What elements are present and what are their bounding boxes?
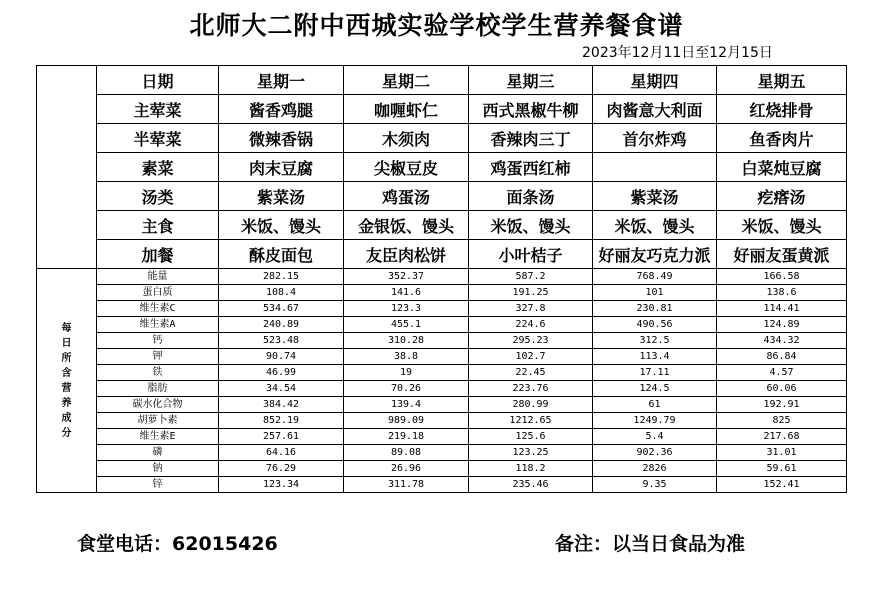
menu-dish — [593, 153, 717, 182]
weekday-header: 星期一 — [219, 66, 344, 95]
nutrient-value: 61 — [593, 397, 717, 413]
menu-category: 加餐 — [97, 240, 219, 269]
nutrient-value: 152.41 — [717, 477, 847, 493]
nutrient-value: 768.49 — [593, 269, 717, 285]
menu-dish: 友臣肉松饼 — [344, 240, 469, 269]
nutrient-value: 60.06 — [717, 381, 847, 397]
nutrient-value: 1249.79 — [593, 413, 717, 429]
nutrient-value: 34.54 — [219, 381, 344, 397]
nutrient-value: 295.23 — [469, 333, 593, 349]
menu-dish: 面条汤 — [469, 182, 593, 211]
nutrient-name: 磷 — [97, 445, 219, 461]
nutrition-label-char: 所 — [61, 352, 72, 364]
weekday-header: 星期四 — [593, 66, 717, 95]
nutrient-value: 1212.65 — [469, 413, 593, 429]
nutrition-row — [37, 349, 847, 365]
nutrient-value: 139.4 — [344, 397, 469, 413]
menu-row — [37, 95, 847, 124]
nutrient-value: 108.4 — [219, 285, 344, 301]
nutrition-row — [37, 381, 847, 397]
nutrient-value: 217.68 — [717, 429, 847, 445]
nutrient-value: 384.42 — [219, 397, 344, 413]
menu-dish: 好丽友蛋黄派 — [717, 240, 847, 269]
nutrient-value: 38.8 — [344, 349, 469, 365]
nutrition-label-char: 分 — [61, 427, 72, 439]
nutrient-value: 123.3 — [344, 301, 469, 317]
menu-dish: 米饭、馒头 — [469, 211, 593, 240]
nutrient-value: 280.99 — [469, 397, 593, 413]
weekday-header: 星期三 — [469, 66, 593, 95]
menu-dish: 肉末豆腐 — [219, 153, 344, 182]
nutrition-label-char: 养 — [61, 397, 72, 409]
nutrient-value: 192.91 — [717, 397, 847, 413]
nutrient-value: 310.28 — [344, 333, 469, 349]
nutrient-value: 312.5 — [593, 333, 717, 349]
menu-row — [37, 240, 847, 269]
nutrition-row — [37, 397, 847, 413]
nutrient-value: 257.61 — [219, 429, 344, 445]
nutrient-value: 76.29 — [219, 461, 344, 477]
date-range: 2023年12月11日至12月15日 — [582, 45, 773, 61]
nutrition-label-char: 营 — [61, 382, 72, 394]
nutrient-value: 235.46 — [469, 477, 593, 493]
nutrient-name: 胡萝卜素 — [97, 413, 219, 429]
menu-dish: 米饭、馒头 — [219, 211, 344, 240]
menu-dish: 肉酱意大利面 — [593, 95, 717, 124]
menu-dish: 紫菜汤 — [219, 182, 344, 211]
nutrient-value: 125.6 — [469, 429, 593, 445]
nutrient-value: 2826 — [593, 461, 717, 477]
nutrient-value: 825 — [717, 413, 847, 429]
nutrient-value: 490.56 — [593, 317, 717, 333]
menu-dish: 好丽友巧克力派 — [593, 240, 717, 269]
nutrition-row — [37, 365, 847, 381]
nutrient-value: 123.34 — [219, 477, 344, 493]
nutrition-row — [37, 477, 847, 493]
menu-dish: 尖椒豆皮 — [344, 153, 469, 182]
nutrient-value: 282.15 — [219, 269, 344, 285]
nutrient-name: 维生素A — [97, 317, 219, 333]
nutrient-value: 90.74 — [219, 349, 344, 365]
menu-dish: 酥皮面包 — [219, 240, 344, 269]
menu-dish: 紫菜汤 — [593, 182, 717, 211]
nutrition-label-char: 含 — [61, 367, 72, 379]
nutrient-value: 19 — [344, 365, 469, 381]
nutrient-value: 240.89 — [219, 317, 344, 333]
nutrition-row — [37, 269, 847, 285]
menu-category: 主荤菜 — [97, 95, 219, 124]
nutrient-value: 852.19 — [219, 413, 344, 429]
nutrient-value: 89.08 — [344, 445, 469, 461]
nutrient-value: 138.6 — [717, 285, 847, 301]
menu-row — [37, 153, 847, 182]
nutrient-value: 5.4 — [593, 429, 717, 445]
nutrient-value: 118.2 — [469, 461, 593, 477]
footer-note: 备注：以当日食品为准 — [555, 533, 746, 555]
menu-dish: 鱼香肉片 — [717, 124, 847, 153]
nutrition-label — [37, 269, 97, 493]
menu-dish: 白菜炖豆腐 — [717, 153, 847, 182]
nutrition-label-char: 成 — [61, 412, 72, 424]
nutrient-value: 26.96 — [344, 461, 469, 477]
nutrient-name: 能量 — [97, 269, 219, 285]
nutrition-row — [37, 301, 847, 317]
nutrient-value: 311.78 — [344, 477, 469, 493]
menu-category: 汤类 — [97, 182, 219, 211]
menu-dish: 疙瘩汤 — [717, 182, 847, 211]
menu-row — [37, 124, 847, 153]
nutrient-value: 327.8 — [469, 301, 593, 317]
menu-dish: 咖喱虾仁 — [344, 95, 469, 124]
nutrient-value: 902.36 — [593, 445, 717, 461]
menu-dish: 红烧排骨 — [717, 95, 847, 124]
menu-category: 素菜 — [97, 153, 219, 182]
nutrient-name: 铁 — [97, 365, 219, 381]
nutrient-value: 86.84 — [717, 349, 847, 365]
nutrient-value: 989.09 — [344, 413, 469, 429]
menu-dish: 香辣肉三丁 — [469, 124, 593, 153]
nutrient-value: 46.99 — [219, 365, 344, 381]
nutrient-value: 123.25 — [469, 445, 593, 461]
nutrition-row — [37, 445, 847, 461]
nutrient-value: 9.35 — [593, 477, 717, 493]
nutrient-value: 70.26 — [344, 381, 469, 397]
weekday-header: 星期五 — [717, 66, 847, 95]
nutrition-row — [37, 285, 847, 301]
menu-row — [37, 182, 847, 211]
nutrient-value: 101 — [593, 285, 717, 301]
menu-category: 半荤菜 — [97, 124, 219, 153]
menu-dish: 木须肉 — [344, 124, 469, 153]
nutrient-value: 223.76 — [469, 381, 593, 397]
nutrition-row — [37, 461, 847, 477]
nutrient-value: 455.1 — [344, 317, 469, 333]
nutrient-value: 124.89 — [717, 317, 847, 333]
canteen-phone: 食堂电话：62015426 — [77, 533, 278, 555]
menu-dish: 酱香鸡腿 — [219, 95, 344, 124]
nutrient-value: 166.58 — [717, 269, 847, 285]
nutrient-name: 钾 — [97, 349, 219, 365]
date-header: 日期 — [97, 66, 219, 95]
nutrient-name: 锌 — [97, 477, 219, 493]
menu-row — [37, 211, 847, 240]
nutrient-value: 17.11 — [593, 365, 717, 381]
nutrient-value: 141.6 — [344, 285, 469, 301]
nutrient-value: 191.25 — [469, 285, 593, 301]
nutrient-value: 64.16 — [219, 445, 344, 461]
nutrition-label-char: 日 — [61, 337, 72, 349]
blank-cell — [37, 66, 97, 269]
nutrition-row — [37, 429, 847, 445]
menu-dish: 微辣香锅 — [219, 124, 344, 153]
nutrient-value: 22.45 — [469, 365, 593, 381]
nutrient-value: 124.5 — [593, 381, 717, 397]
nutrient-name: 钠 — [97, 461, 219, 477]
nutrient-name: 脂肪 — [97, 381, 219, 397]
nutrition-row — [37, 413, 847, 429]
nutrient-name: 蛋白质 — [97, 285, 219, 301]
menu-dish: 首尔炸鸡 — [593, 124, 717, 153]
nutrient-value: 102.7 — [469, 349, 593, 365]
nutrient-value: 224.6 — [469, 317, 593, 333]
menu-dish: 西式黑椒牛柳 — [469, 95, 593, 124]
nutrient-value: 219.18 — [344, 429, 469, 445]
menu-dish: 鸡蛋汤 — [344, 182, 469, 211]
nutrient-name: 碳水化合物 — [97, 397, 219, 413]
nutrient-value: 230.81 — [593, 301, 717, 317]
nutrient-value: 31.01 — [717, 445, 847, 461]
nutrient-value: 434.32 — [717, 333, 847, 349]
menu-category: 主食 — [97, 211, 219, 240]
nutrient-name: 维生素C — [97, 301, 219, 317]
menu-dish: 米饭、馒头 — [717, 211, 847, 240]
weekday-header: 星期二 — [344, 66, 469, 95]
menu-dish: 金银饭、馒头 — [344, 211, 469, 240]
page-title: 北师大二附中西城实验学校学生营养餐食谱 — [189, 11, 684, 40]
nutrient-name: 维生素E — [97, 429, 219, 445]
nutrient-value: 352.37 — [344, 269, 469, 285]
menu-table — [36, 65, 847, 493]
nutrient-value: 587.2 — [469, 269, 593, 285]
nutrient-value: 59.61 — [717, 461, 847, 477]
menu-dish: 鸡蛋西红柿 — [469, 153, 593, 182]
menu-dish: 米饭、馒头 — [593, 211, 717, 240]
nutrition-row — [37, 317, 847, 333]
nutrient-name: 钙 — [97, 333, 219, 349]
nutrient-value: 113.4 — [593, 349, 717, 365]
nutrient-value: 534.67 — [219, 301, 344, 317]
nutrition-label-char: 每 — [61, 322, 72, 334]
nutrition-row — [37, 333, 847, 349]
nutrient-value: 523.48 — [219, 333, 344, 349]
nutrient-value: 4.57 — [717, 365, 847, 381]
nutrient-value: 114.41 — [717, 301, 847, 317]
menu-dish: 小叶桔子 — [469, 240, 593, 269]
header-row — [37, 66, 847, 95]
